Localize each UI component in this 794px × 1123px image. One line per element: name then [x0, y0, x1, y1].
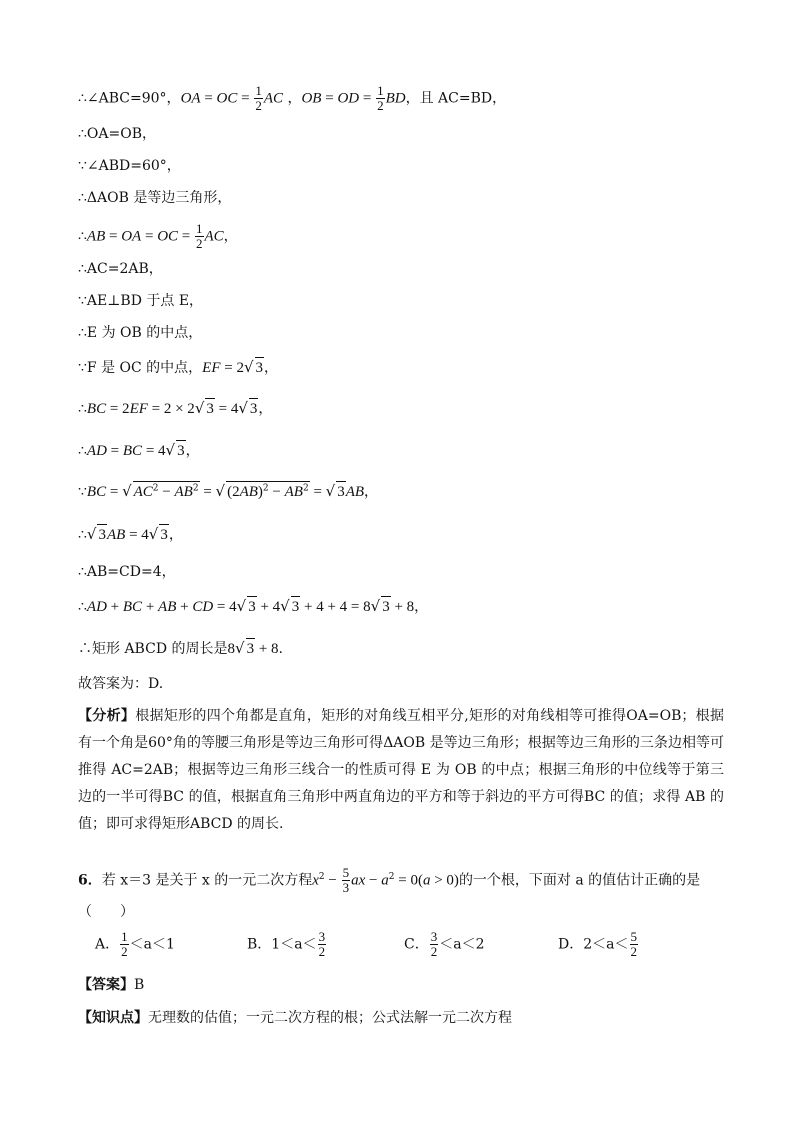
solution-line-13: ∴√ 3AB = 4√ 3，: [78, 525, 183, 543]
solution-line-16: ∴矩形 ABCD 的周长是8√ 3 + 8.: [78, 639, 283, 657]
option-d[interactable]: D．2＜a＜ $\frac{5}{2}$: [558, 929, 637, 959]
solution-line-4: ∴ΔAOB 是等边三角形，: [78, 190, 232, 206]
option-a[interactable]: A． $\frac{1}{2}$ ＜a＜1: [95, 929, 175, 959]
answer-block: [78, 975, 144, 995]
solution-line-3: ∵∠ABD=60°，: [78, 158, 181, 174]
solution-line-15: ∴AD + BC + AB + CD = 4√ 3 + 4√ 3 + 4 + 4 = 8√ 3 + 8，: [78, 597, 429, 615]
solution-line-6: ∴AC=2AB，: [78, 261, 163, 277]
analysis-text: 根据矩形的四个角都是直角，矩形的对角线互相平分,矩形的对角线相等可推得OA=OB；根据有一个角是60°角的等腰三角形是等边三角形可得ΔAOB 是等边三角形；根据等边三角形的三条边相等可推得 AC=2AB；根据等边三角形三线合一的性质可得 E 为 OB 的中点；根据三角形的中位线等于第三边的一半可得BC 的值，根据直角三角形中两直角边的平方和等于斜边的平方可得BC 的值；求得 AB 的值；即可求得矩形ABCD 的周长.: [78, 708, 724, 832]
solution-line-8: ∴E 为 OB 的中点，: [78, 325, 203, 341]
line-text: ∴∠ABC=90°，: [78, 90, 181, 107]
analysis-label: 【分析】: [78, 708, 136, 724]
solution-line-7: ∵AE⊥BD 于点 E，: [78, 293, 204, 309]
solution-line-5: ∴AB = OA = OC = $\frac{1}{2}$ AC，: [78, 221, 238, 251]
knowledge-label: 【知识点】: [78, 1010, 148, 1026]
solution-line-2: ∴OA=OB，: [78, 126, 156, 142]
fraction: $\frac{3}{2}$: [318, 929, 326, 959]
solution-line-10: ∴BC = 2EF = 2 × 2√ 3 = 4√ 3，: [78, 399, 273, 417]
option-b[interactable]: B．1＜a＜ $\frac{3}{2}$: [247, 929, 326, 959]
fraction: $\frac{5}{2}$: [630, 929, 637, 959]
fraction: $\frac{1}{2}$: [377, 83, 384, 113]
fraction: $\frac{5}{3}$: [342, 865, 350, 895]
solution-line-14: ∴AB=CD=4，: [78, 564, 176, 580]
option-c[interactable]: C． $\frac{3}{2}$ ＜a＜2: [404, 929, 485, 959]
fraction: $\frac{1}{2}$: [196, 221, 203, 251]
analysis-paragraph: [78, 703, 724, 838]
fraction: $\frac{1}{2}$: [121, 929, 128, 959]
answer-value: B: [134, 977, 145, 993]
solution-line-1: ∴∠ABC=90°，OA = OC = $\frac{1}{2}$ AC ，OB = OD = $\frac{1}{2}$ BD，且 AC=BD，: [78, 83, 507, 113]
question-paren: （ ）: [78, 904, 134, 920]
question-number: 6．: [78, 872, 102, 889]
fraction: $\frac{1}{2}$: [255, 83, 262, 113]
answer-label: 【答案】: [78, 977, 134, 993]
knowledge-text: 无理数的估值；一元二次方程的根；公式法解一元二次方程: [148, 1010, 512, 1026]
solution-line-11: ∴AD = BC = 4√ 3，: [78, 441, 200, 459]
fraction: $\frac{3}{2}$: [430, 929, 438, 959]
question-6-stem: 6．若 x＝3 是关于 x 的一元二次方程$x^2$ − $\frac{5}{3}$ ax − $a^2 = 0(a > 0)$的一个根，下面对 a 的值估计正确的是: [78, 865, 701, 895]
solution-line-9: ∵F 是 OC 的中点，EF = 2√ 3，: [78, 358, 279, 376]
solution-line-12: ∵BC = √ $AC^2 - AB^2$ = √ $(2AB)^2 - AB^2$ = √ 3AB，: [78, 482, 379, 500]
answer-line: 故答案为：D.: [78, 676, 164, 692]
knowledge-block: [78, 1008, 512, 1028]
